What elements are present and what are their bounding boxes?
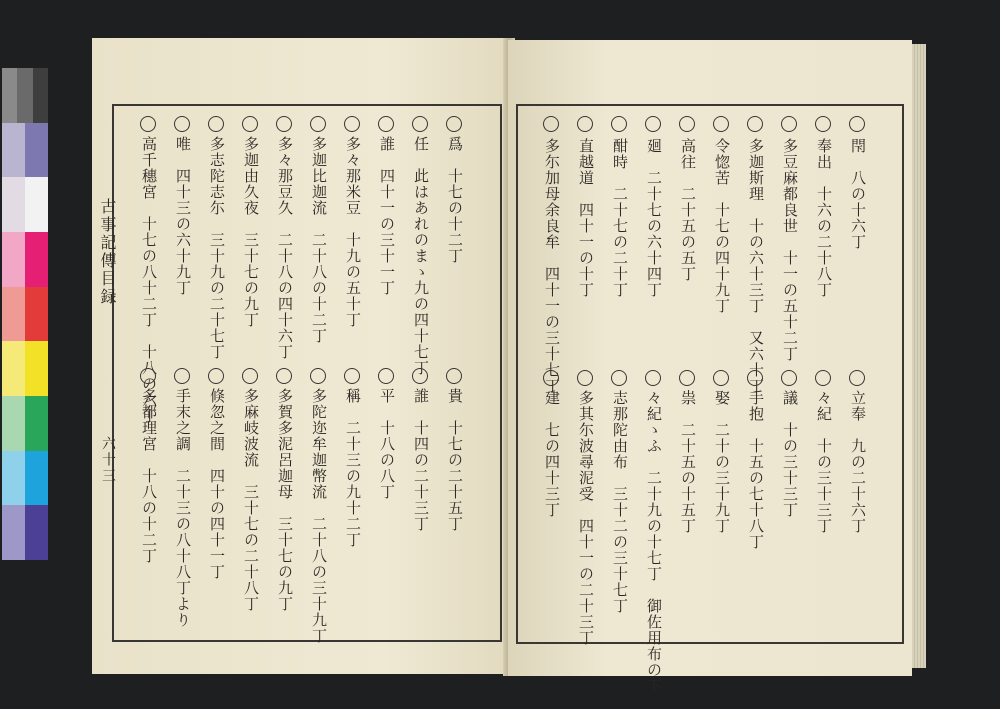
entry-circle-marker [242, 368, 258, 384]
entry-circle-marker [815, 116, 831, 132]
index-entry: 多都理宮 十八の十二丁 [140, 388, 158, 564]
index-entry: 多其尓波尋泥受 四十一の二十三丁 [577, 390, 595, 646]
index-entry: 奉出 十六の二十八丁 [815, 138, 833, 298]
entry-circle-marker [849, 370, 865, 386]
color-swatch [25, 232, 48, 287]
index-entry: 閇 八の十六丁 [849, 138, 867, 250]
index-entry: 議 十の三十三丁 [781, 390, 799, 518]
entry-circle-marker [679, 370, 695, 386]
index-entry: 令惚苦 十七の四十九丁 [713, 138, 731, 314]
entry-circle-marker [276, 116, 292, 132]
color-swatch [2, 232, 25, 287]
index-entry: 娶 二十の三十九丁 [713, 390, 731, 534]
index-entry: 建 七の四十三丁 [543, 390, 561, 518]
entry-circle-marker [276, 368, 292, 384]
right-page-frame [516, 104, 904, 694]
index-entry: 々紀ゝふ 二十九の十七丁 御佐用布の下 [645, 390, 663, 694]
index-entry: 唯 四十三の六十九丁 [174, 136, 192, 296]
entry-circle-marker [713, 116, 729, 132]
color-swatch [2, 451, 25, 506]
index-entry: 稱 二十三の九十二丁 [344, 388, 362, 548]
entry-circle-marker [849, 116, 865, 132]
index-entry: 多迦由久夜 三十七の九丁 [242, 136, 260, 328]
entry-circle-marker [747, 116, 763, 132]
color-swatch [2, 287, 25, 342]
entry-circle-marker [781, 370, 797, 386]
color-swatch [25, 177, 48, 232]
index-entry: 爲 十七の十二丁 [446, 136, 464, 264]
entry-circle-marker [344, 368, 360, 384]
entry-circle-marker [242, 116, 258, 132]
index-entry: 祟 二十五の十五丁 [679, 390, 697, 534]
index-entry: 高往 二十五の五丁 [679, 138, 697, 282]
entry-circle-marker [378, 368, 394, 384]
color-swatch [2, 396, 25, 451]
entry-circle-marker [174, 368, 190, 384]
color-swatch [2, 123, 25, 178]
index-entry: 高千穗宮 十七の八十二丁 十八の六丁 [140, 136, 158, 424]
right-page [508, 40, 912, 694]
index-entry: 多麻岐波流 三十七の二十八丁 [242, 388, 260, 612]
folio-number: 六十三 [100, 436, 116, 484]
entry-circle-marker [446, 368, 462, 384]
entry-circle-marker [679, 116, 695, 132]
color-swatch [2, 68, 17, 123]
entry-circle-marker [378, 116, 394, 132]
index-entry: 多志陀志尓 三十九の二十七丁 [208, 136, 226, 360]
index-entry: 多々那米豆 十九の五十丁 [344, 136, 362, 328]
entry-circle-marker [815, 370, 831, 386]
entry-circle-marker [310, 116, 326, 132]
entry-circle-marker [543, 116, 559, 132]
entry-circle-marker [310, 368, 326, 384]
index-entry: 多尓加母余良牟 四十一の三十七丁 [543, 138, 561, 394]
page-stack-edge [912, 44, 926, 668]
color-calibration-bar [2, 68, 48, 560]
left-page [92, 38, 510, 674]
index-entry: 多陀迩牟迦幣流 二十八の三十九丁 [310, 388, 328, 644]
entry-circle-marker [611, 370, 627, 386]
entry-circle-marker [645, 370, 661, 386]
entry-circle-marker [543, 370, 559, 386]
color-swatch [2, 505, 25, 560]
index-entry: 直越道 四十一の十丁 [577, 138, 595, 298]
index-entry: 手抱 十五の七十八丁 [747, 390, 765, 550]
entry-circle-marker [713, 370, 729, 386]
left-page-frame [112, 104, 502, 642]
index-entry: 倏忽之間 四十の四十一丁 [208, 388, 226, 580]
entry-circle-marker [208, 368, 224, 384]
index-entry: 手末之調 二十三の八十八丁より [174, 388, 192, 628]
entry-circle-marker [611, 116, 627, 132]
entry-circle-marker [781, 116, 797, 132]
entry-circle-marker [140, 368, 156, 384]
entry-circle-marker [577, 370, 593, 386]
index-entry: 多々那豆久 二十八の四十六丁 [276, 136, 294, 360]
entry-circle-marker [645, 116, 661, 132]
entry-circle-marker [140, 116, 156, 132]
index-entry: 立奉 九の二十六丁 [849, 390, 867, 534]
index-entry: 多豆麻都良世 十一の五十二丁 [781, 138, 799, 362]
color-swatch [25, 341, 48, 396]
index-entry: 多迦斯理 十の六十三丁 又六十丁 [747, 138, 765, 394]
color-swatch [33, 68, 48, 123]
index-entry: 多賀多泥呂迦母 三十七の九丁 [276, 388, 294, 612]
entry-circle-marker [208, 116, 224, 132]
entry-circle-marker [412, 368, 428, 384]
book-title: 古事記傳目録 [98, 198, 117, 306]
index-entry: 誰 十四の二十三丁 [412, 388, 430, 532]
entry-circle-marker [577, 116, 593, 132]
color-swatch [2, 177, 25, 232]
color-swatch [25, 123, 48, 178]
index-entry: 々紀 十の三十三丁 [815, 390, 833, 534]
color-swatch [25, 505, 48, 560]
index-entry: 誰 四十一の三十一丁 [378, 136, 396, 296]
index-entry: 任 此はあれのまゝ九の四十七丁 [412, 136, 430, 376]
color-swatch [25, 287, 48, 342]
entry-circle-marker [344, 116, 360, 132]
color-swatch [25, 451, 48, 506]
color-swatch [17, 68, 32, 123]
entry-circle-marker [412, 116, 428, 132]
color-swatch [25, 396, 48, 451]
entry-circle-marker [174, 116, 190, 132]
color-swatch [2, 341, 25, 396]
index-entry: 多迦比迦流 二十八の十二丁 [310, 136, 328, 344]
index-entry: 平 十八の八丁 [378, 388, 396, 500]
index-entry: 貴 十七の二十五丁 [446, 388, 464, 532]
index-entry: 廻 二十七の六十四丁 [645, 138, 663, 298]
entry-circle-marker [747, 370, 763, 386]
index-entry: 志那陀由布 三十二の三十七丁 [611, 390, 629, 614]
index-entry: 酣時 二十七の二十丁 [611, 138, 629, 298]
entry-circle-marker [446, 116, 462, 132]
